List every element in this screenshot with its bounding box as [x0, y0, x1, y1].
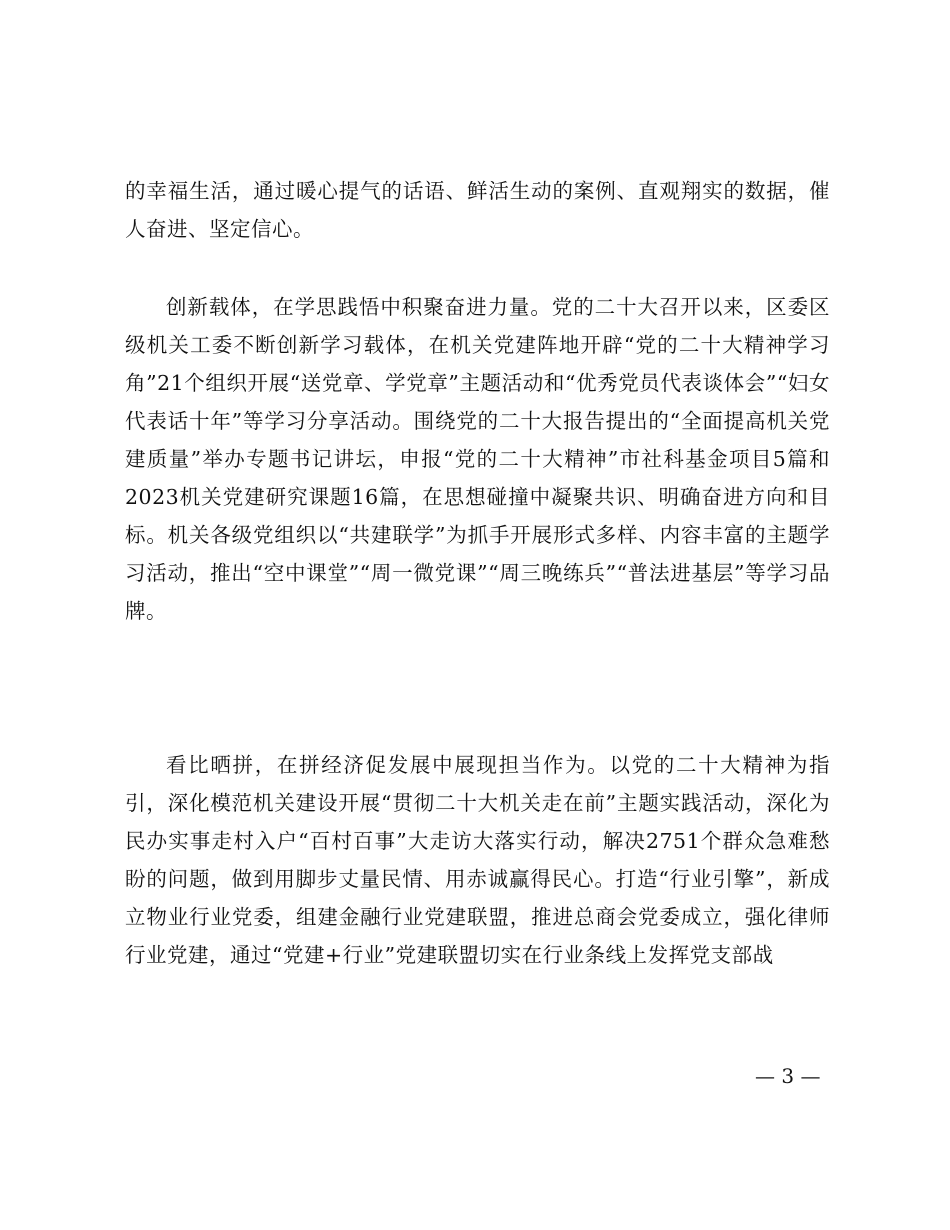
paragraph-innovation [125, 288, 830, 630]
paragraph-2-text: 创新载体，在学思践悟中积聚奋进力量。党的二十大召开以来，区委区级机关工委不断创新学习载体，在机关党建阵地开辟“党的二十大精神学习角”21个组织开展“送党章、学党章”主题活动和“优秀党员代表谈体会”“妇女代表话十年”等学习分享活动。围绕党的二十大报告提出的“全面提高机关党建质量”举办专题书记讲坛，申报“党的二十大精神”市社科基金项目5篇和2023机关党建研究课题16篇，在思想碰撞中凝聚共识、明确奋进方向和目标。机关各级党组织以“共建联学”为抓手开展形式多样、内容丰富的主题学习活动，推出“空中课堂”“周一微党课”“周三晚练兵”“普法进基层”等学习品牌。 [125, 295, 830, 623]
paragraph-competition [125, 746, 830, 974]
paragraph-continuation [125, 172, 830, 248]
paragraph-3-text: 看比晒拼，在拼经济促发展中展现担当作为。以党的二十大精神为指引，深化模范机关建设开展“贯彻二十大机关走在前”主题实践活动，深化为民办实事走村入户“百村百事”大走访大落实行动，解决2751个群众急难愁盼的问题，做到用脚步丈量民情、用赤诚赢得民心。打造“行业引擎”，新成立物业行业党委，组建金融行业党建联盟，推进总商会党委成立，强化律师行业党建，通过“党建+行业”党建联盟切实在行业条线上发挥党支部战 [125, 753, 830, 967]
paragraph-1-text: 的幸福生活，通过暖心提气的话语、鲜活生动的案例、直观翔实的数据，催人奋进、坚定信心。 [125, 179, 830, 241]
page-number: — 3 — [755, 1064, 821, 1088]
